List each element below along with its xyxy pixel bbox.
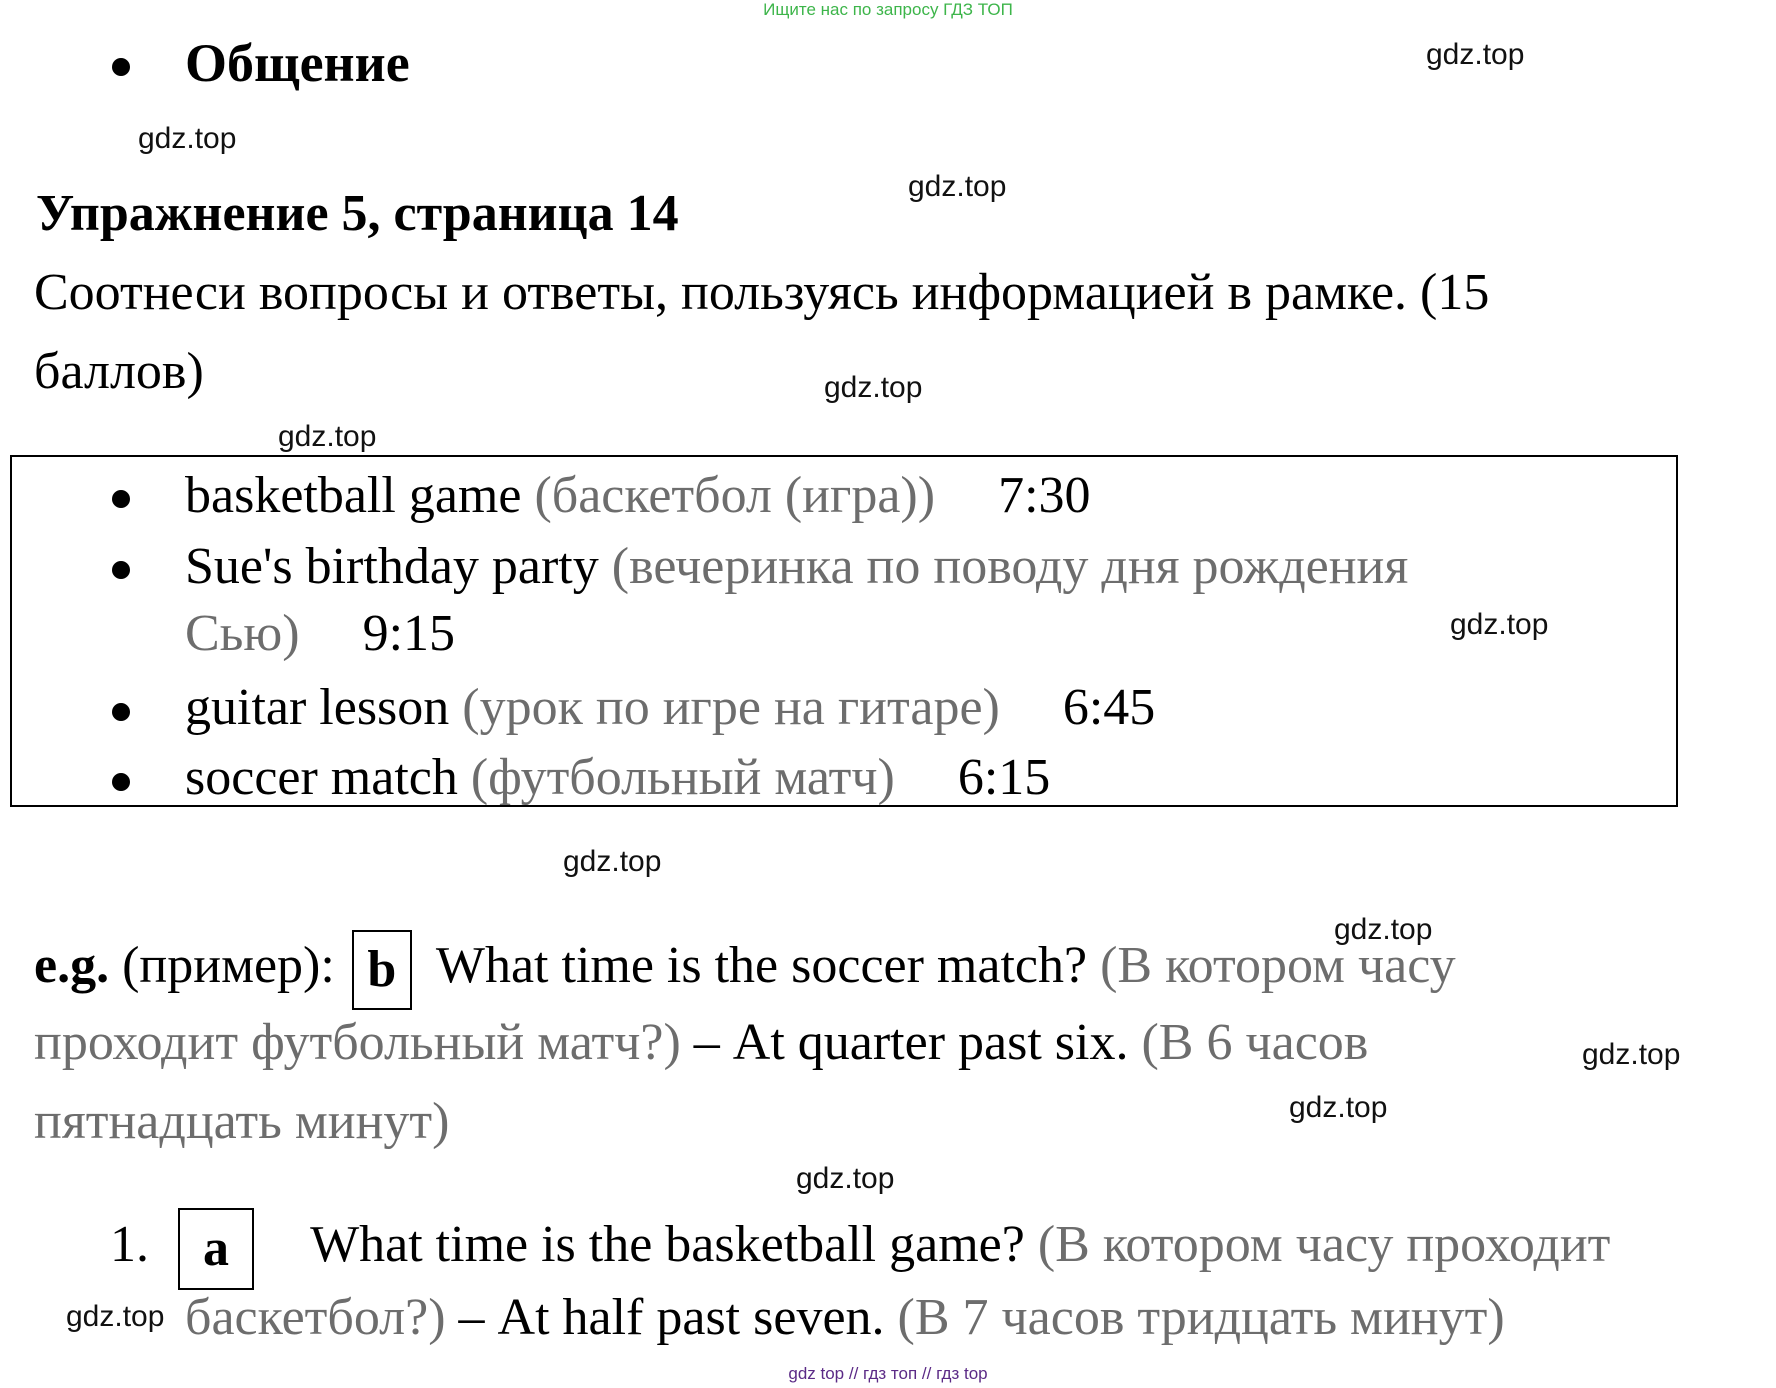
- question-item-continued: [185, 1288, 1505, 1347]
- bottom-link[interactable]: гдз топ: [863, 1364, 918, 1383]
- box-item-ru: Сью): [185, 605, 300, 662]
- box-item-time: 7:30: [998, 467, 1091, 524]
- bullet-icon: [112, 773, 130, 791]
- box-item-en: guitar lesson: [185, 679, 450, 736]
- box-item-en: soccer match: [185, 749, 458, 806]
- watermark: gdz.top: [796, 1162, 895, 1195]
- box-item-ru: (урок по игре на гитаре): [462, 679, 1000, 736]
- box-item-continued: [185, 604, 455, 663]
- watermark: gdz.top: [563, 845, 662, 878]
- box-item-time: 6:15: [957, 749, 1051, 806]
- bottom-link[interactable]: гдз top: [936, 1364, 988, 1383]
- box-item-en: Sue's birthday party: [185, 538, 599, 595]
- bullet-icon: [112, 703, 130, 721]
- box-item-en: basketball game: [185, 467, 522, 524]
- example-label: e.g.: [34, 936, 110, 994]
- link-separator: //: [848, 1364, 859, 1383]
- box-item-ru: (баскетбол (игра)): [534, 467, 936, 524]
- answer-letter-box: a: [178, 1208, 254, 1290]
- example-question-ru: (В котором часу: [1100, 936, 1456, 994]
- section-title: Общение: [185, 33, 410, 93]
- example-answer-ru: пятнадцать минут): [34, 1093, 450, 1150]
- answer-letter-box: b: [352, 930, 412, 1010]
- item-answer-ru: (В 7 часов тридцать минут): [897, 1289, 1505, 1346]
- watermark: gdz.top: [1582, 1038, 1681, 1071]
- watermark: gdz.top: [1426, 38, 1525, 71]
- box-item-ru: (вечеринка по поводу дня рождения: [611, 538, 1409, 595]
- box-item: [185, 678, 1155, 737]
- example-question: What time is the soccer match?: [435, 936, 1088, 994]
- watermark: gdz.top: [66, 1300, 165, 1333]
- item-number: 1.: [110, 1215, 149, 1273]
- box-item-time: 6:45: [1062, 679, 1156, 736]
- bullet-icon: [112, 490, 130, 508]
- watermark: gdz.top: [824, 371, 923, 404]
- example-answer: At quarter past six.: [732, 1014, 1129, 1071]
- watermark: gdz.top: [1289, 1091, 1388, 1124]
- top-notice: Ищите нас по запросу ГДЗ ТОП: [763, 0, 1013, 19]
- example-line-1: [34, 930, 1456, 1010]
- bottom-links: [0, 1364, 1776, 1384]
- example-line-2: [34, 1013, 1368, 1072]
- instruction-line-1: Соотнеси вопросы и ответы, пользуясь информацией в рамке. (15: [34, 264, 1490, 321]
- example-answer-ru: (В 6 часов: [1141, 1014, 1369, 1071]
- example-line-3: [34, 1092, 449, 1151]
- item-answer: At half past seven.: [497, 1289, 885, 1346]
- watermark: gdz.top: [908, 170, 1007, 203]
- link-separator: //: [921, 1364, 932, 1383]
- instruction-line-2: баллов): [34, 343, 204, 400]
- item-question-ru: баскетбол?): [185, 1289, 446, 1346]
- watermark: gdz.top: [1450, 608, 1549, 641]
- question-item: [110, 1208, 1610, 1290]
- watermark: gdz.top: [138, 122, 237, 155]
- example-question-ru: проходит футбольный матч?): [34, 1014, 681, 1071]
- watermark: gdz.top: [278, 420, 377, 453]
- box-item-time: 9:15: [362, 605, 456, 662]
- box-item: [185, 748, 1050, 807]
- item-dash: –: [458, 1289, 485, 1346]
- box-item: [185, 466, 1091, 525]
- bullet-icon: [112, 58, 130, 76]
- box-item: [185, 537, 1408, 596]
- item-question: What time is the basketball game?: [310, 1215, 1025, 1273]
- box-item-ru: (футбольный матч): [470, 749, 895, 806]
- bottom-link[interactable]: gdz top: [788, 1364, 845, 1383]
- item-question-ru: (В котором часу проходит: [1037, 1215, 1611, 1273]
- exercise-title: Упражнение 5, страница 14: [36, 185, 679, 242]
- watermark: gdz.top: [1334, 913, 1433, 946]
- example-label-ru: (пример):: [122, 936, 335, 994]
- bullet-icon: [112, 561, 130, 579]
- example-dash: –: [693, 1014, 720, 1071]
